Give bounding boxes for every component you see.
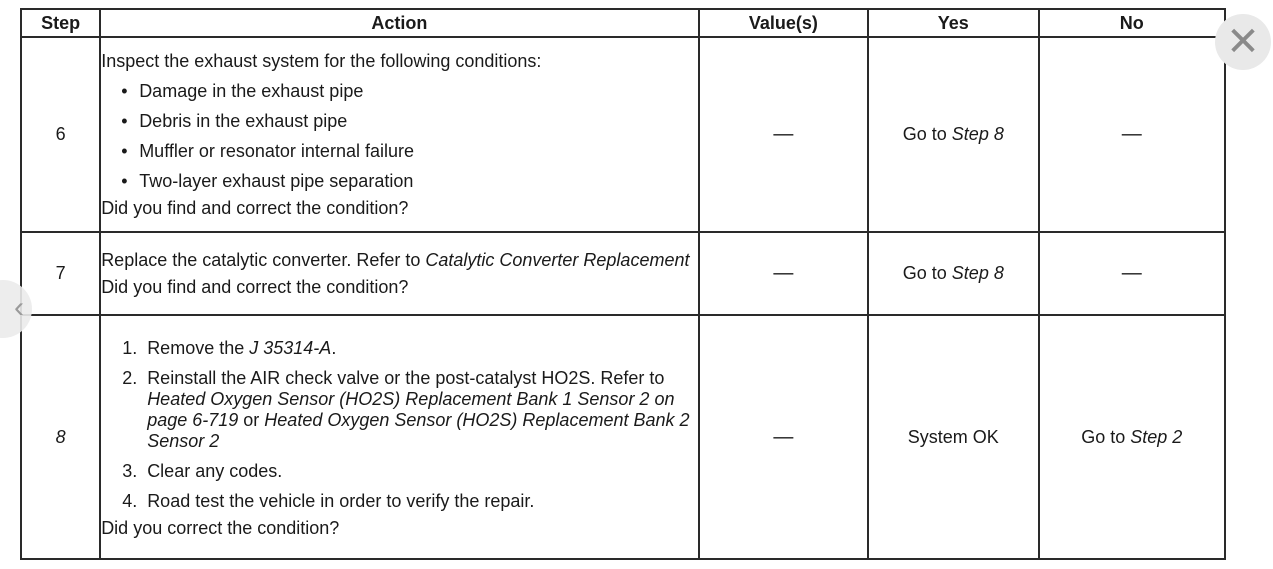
table-row xyxy=(21,37,1225,232)
action-cell xyxy=(100,232,698,315)
item-number: 2. xyxy=(122,367,138,388)
item-text: Road test the vehicle in order to verify the repair. xyxy=(147,490,535,511)
item-number: 1. xyxy=(122,337,138,358)
list-item xyxy=(101,491,697,512)
yes-cell xyxy=(868,37,1038,232)
item-text: Reinstall the AIR check valve or the post-catalyst HO2S. Refer to xyxy=(147,367,665,388)
item-text: or xyxy=(238,409,265,430)
value-cell xyxy=(699,232,868,315)
value-cell xyxy=(699,315,868,559)
no-step-ref: Step 2 xyxy=(1130,426,1183,447)
tool-ref: J 35314-A xyxy=(249,337,332,358)
chevron-left-icon[interactable]: ‹ xyxy=(0,280,32,338)
action-question: Did you find and correct the condition? xyxy=(101,276,409,297)
header-values: Value(s) xyxy=(699,9,868,37)
no-prefix: Go to xyxy=(1081,426,1131,447)
action-question: Did you correct the condition? xyxy=(101,517,340,538)
list-item: • Two-layer exhaust pipe separation xyxy=(101,171,697,192)
header-action: Action xyxy=(100,9,698,37)
no-dash: — xyxy=(1121,123,1142,145)
value-dash: — xyxy=(773,123,794,145)
list-item xyxy=(101,338,697,359)
item-text: Clear any codes. xyxy=(147,460,283,481)
step-number: 8 xyxy=(21,315,100,559)
procedure-ref: Catalytic Converter Replacement xyxy=(425,249,690,270)
header-no: No xyxy=(1039,9,1225,37)
step-number: 6 xyxy=(21,37,100,232)
item-number: 4. xyxy=(122,490,138,511)
item-text: Remove the xyxy=(147,337,250,358)
no-cell xyxy=(1039,232,1225,315)
yes-step-ref: Step 8 xyxy=(951,263,1004,283)
action-intro: Inspect the exhaust system for the following conditions: xyxy=(101,50,542,71)
close-icon[interactable]: ✕ xyxy=(1215,14,1271,70)
header-step: Step xyxy=(21,9,100,37)
value-cell xyxy=(699,37,868,232)
value-dash: — xyxy=(773,425,794,448)
no-cell xyxy=(1039,315,1225,559)
yes-cell: System OK xyxy=(868,315,1038,559)
list-item xyxy=(101,461,697,482)
header-yes: Yes xyxy=(868,9,1038,37)
procedure-list xyxy=(101,338,697,512)
diagnostic-table xyxy=(20,8,1226,560)
procedure-ref: Heated Oxygen Sensor (HO2S) Replacement Bank 1 Sensor 2 on page 6-719 xyxy=(147,388,675,430)
no-dash: — xyxy=(1121,262,1142,284)
procedure-ref: Heated Oxygen Sensor (HO2S) Replacement Bank 2 Sensor 2 xyxy=(147,409,690,451)
list-item: • Debris in the exhaust pipe xyxy=(101,111,697,132)
yes-cell xyxy=(868,232,1038,315)
table-row xyxy=(21,232,1225,315)
action-cell xyxy=(100,315,698,559)
action-intro xyxy=(101,250,697,271)
action-intro-text: Replace the catalytic converter. Refer to xyxy=(101,249,426,270)
yes-prefix: Go to xyxy=(902,124,952,144)
item-suffix: . xyxy=(331,337,337,358)
no-cell xyxy=(1039,37,1225,232)
yes-prefix: Go to xyxy=(902,263,952,283)
table-row xyxy=(21,315,1225,559)
yes-step-ref: Step 8 xyxy=(951,124,1004,144)
list-item: • Muffler or resonator internal failure xyxy=(101,141,697,162)
action-question: Did you find and correct the condition? xyxy=(101,197,409,218)
value-dash: — xyxy=(773,262,794,284)
step-number: 7 xyxy=(21,232,100,315)
item-number: 3. xyxy=(122,460,138,481)
list-item: • Damage in the exhaust pipe xyxy=(101,81,697,102)
list-item xyxy=(101,368,697,452)
table-header-row xyxy=(21,9,1225,37)
action-cell xyxy=(100,37,698,232)
condition-list xyxy=(101,81,697,192)
